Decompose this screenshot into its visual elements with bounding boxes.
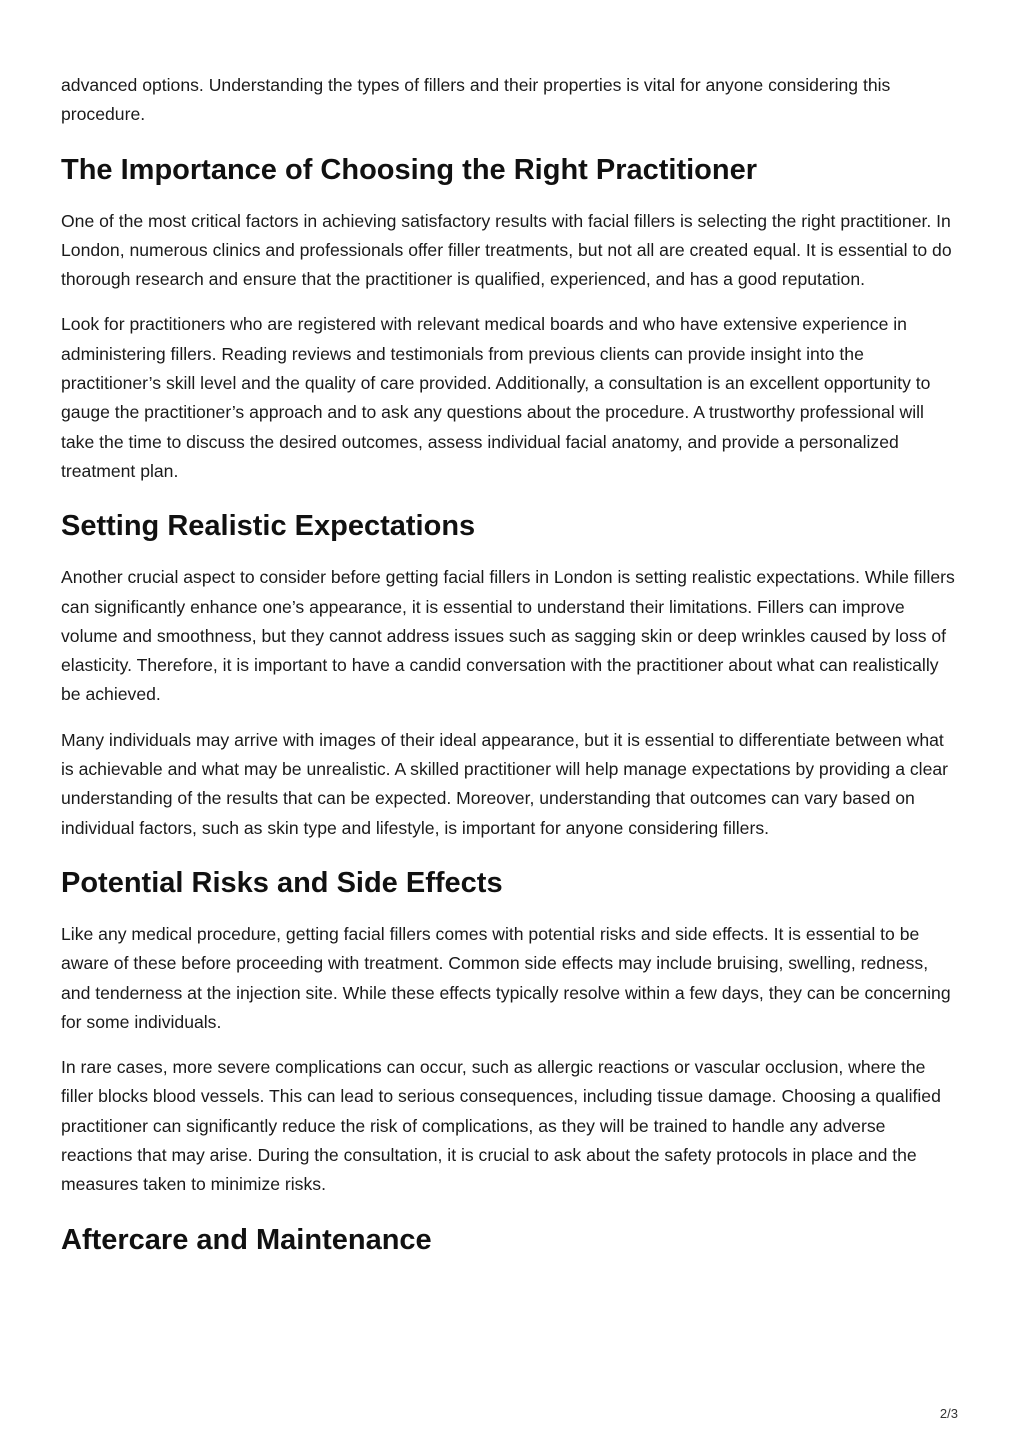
section-aftercare-maintenance	[61, 1216, 961, 1277]
page-number: 2/3	[939, 1406, 958, 1421]
section-heading: Potential Risks and Side Effects	[61, 866, 503, 899]
body-paragraph: Look for practitioners who are registered with relevant medical boards and who have extensive experience in administering fillers. Reading reviews and testimonials from previous clients can provide insight into the practitioner’s skill level and the quality of care provided. Additionally, a consultation is an excellent opportunity to gauge the practitioner’s approach and to ask any questions about the procedure. A trustworthy professional will take the time to discuss the desired outcomes, assess individual facial anatomy, and provide a personalized treatment plan.	[61, 314, 931, 481]
document-page	[61, 71, 961, 1277]
body-paragraph: In rare cases, more severe complications can occur, such as allergic reactions or vascular occlusion, where the filler blocks blood vessels. This can lead to serious consequences, including tissue damage. Choosing a qualified practitioner can significantly reduce the risk of complications, as they will be trained to handle any adverse reactions that may arise. During the consultation, it is crucial to ask about the safety protocols in place and the measures taken to minimize risks.	[61, 1057, 941, 1195]
section-realistic-expectations	[61, 502, 961, 843]
section-risks-side-effects	[61, 859, 961, 1200]
section-heading: Setting Realistic Expectations	[61, 510, 476, 543]
body-paragraph: Like any medical procedure, getting facial fillers comes with potential risks and side effects. It is essential to be aware of these before proceeding with treatment. Common side effects may include bruising, swelling, redness, and tenderness at the injection site. While these effects typically resolve within a few days, they can be concerning for some individuals.	[61, 923, 951, 1032]
body-paragraph: Another crucial aspect to consider before getting facial fillers in London is setting realistic expectations. While fillers can significantly enhance one’s appearance, it is essential to understand their limitations. Fillers can improve volume and smoothness, but they cannot address issues such as sagging skin or deep wrinkles caused by loss of elasticity. Therefore, it is important to have a candid conversation with the practitioner about what can realistically be achieved.	[61, 567, 955, 705]
intro-paragraph: advanced options. Understanding the types of fillers and their properties is vital for anyone considering this procedure.	[61, 75, 891, 125]
body-paragraph: One of the most critical factors in achieving satisfactory results with facial fillers is selecting the right practitioner. In London, numerous clinics and professionals offer filler treatments, but not all are created equal. It is essential to do thorough research and ensure that the practitioner is qualified, experienced, and has a good reputation.	[61, 210, 952, 290]
section-heading: The Importance of Choosing the Right Practitioner	[61, 153, 758, 186]
body-paragraph: Many individuals may arrive with images of their ideal appearance, but it is essential to differentiate between what is achievable and what may be unrealistic. A skilled practitioner will help manage expectations by providing a clear understanding of the results that can be expected. Moreover, understanding that outcomes can vary based on individual factors, such as skin type and lifestyle, is important for anyone considering fillers.	[61, 729, 949, 838]
section-choosing-practitioner	[61, 146, 961, 487]
section-heading: Aftercare and Maintenance	[61, 1223, 432, 1256]
